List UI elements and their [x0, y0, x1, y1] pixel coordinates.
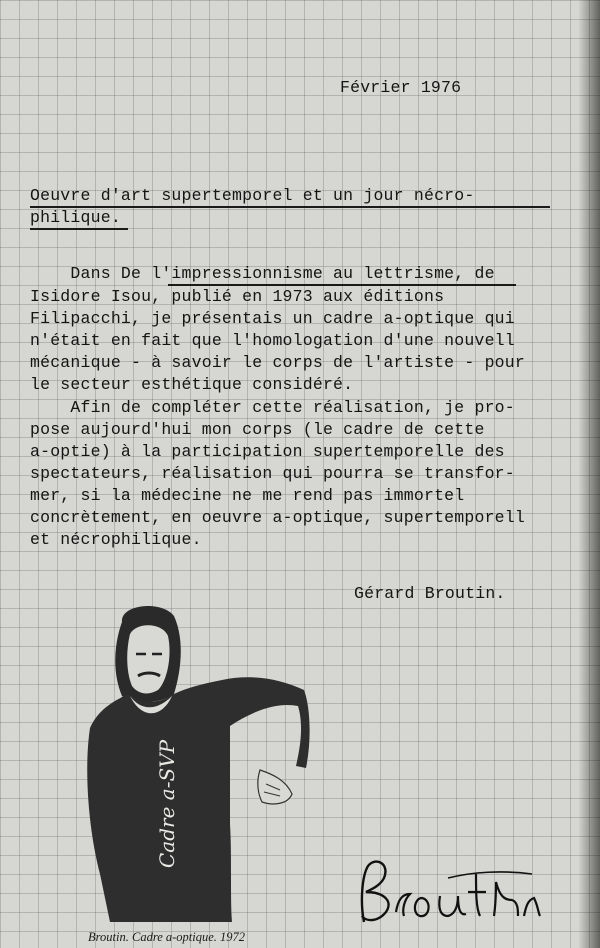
handwritten-signature: [352, 852, 552, 932]
paragraph1-line-1: Dans De l'impressionnisme au lettrisme, de: [30, 264, 495, 283]
paragraph2-line-5: mer, si la médecine ne me rend pas immortel: [30, 486, 465, 505]
paragraph1-line-4: n'était en fait que l'homologation d'une nouvell: [30, 331, 515, 350]
book-title-underline: [168, 284, 516, 286]
title-line-1: Oeuvre d'art supertemporel et un jour nécro-: [30, 186, 475, 205]
paragraph2-line-1: Afin de compléter cette réalisation, je pro-: [30, 398, 515, 417]
title-line-2: philique.: [30, 208, 121, 227]
paragraph2-line-2: pose aujourd'hui mon corps (le cadre de cette: [30, 420, 485, 439]
document-date: Février 1976: [340, 78, 462, 97]
artist-figure-drawing: [82, 598, 310, 930]
paragraph1-line-5: mécanique - à savoir le corps de l'artiste - pour: [30, 353, 525, 372]
paragraph1-line-3: Filipacchi, je présentais un cadre a-optique qui: [30, 309, 515, 328]
paragraph1-line-6: le secteur esthétique considéré.: [30, 375, 354, 394]
paragraph2-line-6: concrètement, en oeuvre a-optique, supertemporell: [30, 508, 525, 527]
paragraph2-line-4: spectateurs, réalisation qui pourra se transfor-: [30, 464, 515, 483]
paragraph1-line-2: Isidore Isou, publié en 1973 aux éditions: [30, 287, 445, 306]
page-edge-shadow: [578, 0, 600, 948]
typed-signature-name: Gérard Broutin.: [354, 584, 506, 603]
paragraph2-line-3: a-optie) à la participation supertemporelle des: [30, 442, 505, 461]
title-underline-2: [30, 228, 128, 230]
paragraph2-line-7: et nécrophilique.: [30, 530, 202, 549]
drawing-caption: Broutin. Cadre a-optique. 1972: [88, 930, 246, 944]
drawing-handwritten-text: Cadre a-SVP: [155, 739, 179, 868]
